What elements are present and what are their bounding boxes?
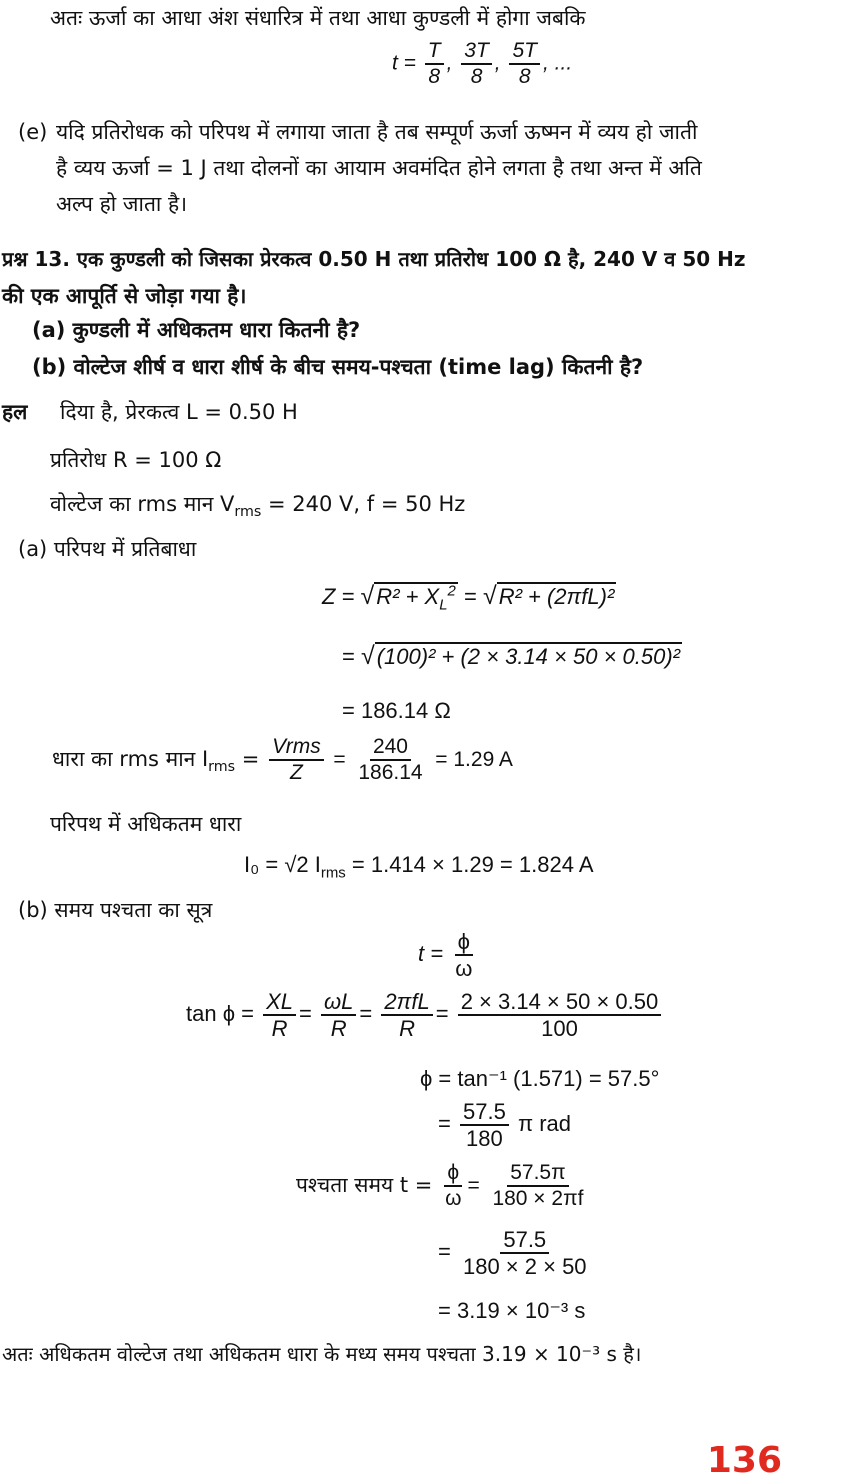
max-current-equation: I₀ = √2 $I_{rms} = 1.414 \times 1.29 = 1.824$ A [244,852,594,882]
question-line1: प्रश्न 13. एक कुण्डली को जिसका प्रेरकत्व 0.50 H तथा प्रतिरोध 100 Ω है, 240 V व 50 Hz [2,247,746,271]
fraction-3t8: $\frac{3T}{8}$ [461,40,492,88]
given-voltage: वोल्टेज का rms मान $V_{rms} = 240$ V, f = 50 Hz [50,492,466,521]
given-inductance: दिया है, प्रेरकत्व L = 0.50 H [60,400,298,424]
lag-time-equation: पश्चता समय t = $\frac{\phi}{\omega}$ = $\frac{57.5\pi}{180 \times 2\pi f}$ [296,1161,584,1211]
part-e-label: (e) [18,120,48,144]
question-part-a: (a) कुण्डली में अधिकतम धारा कितनी है? [32,318,361,342]
part-e-line3: अल्प हो जाता है। [56,192,188,216]
impedance-formula: $Z = √R^2 + X_L^2 = √R^2 + (2\pi fL)^2$ [322,582,615,614]
fraction-240-186: $\frac{240}{186.14}$ [358,735,423,785]
irms-equation: धारा का rms मान $I_{rms}$ = $\frac{\text{Vrms}}{Z}$ = $\frac{240}{186.14}$ = 1.29 A [52,735,513,785]
part-b-label: (b) समय पश्चता का सूत्र [18,898,213,922]
eq-lhs: t = [392,51,416,75]
part-a-impedance-label: (a) परिपथ में प्रतिबाधा [18,537,197,561]
text-line-energy: अतः ऊर्जा का आधा अंश संधारित्र में तथा आधा कुण्डली में होगा जबकि [50,6,586,30]
fraction-5t8: $\frac{5T}{8}$ [509,40,540,88]
sqrt-icon: √ [360,642,375,670]
lag-result: = 3.19 × 10⁻³ s [438,1298,586,1323]
sqrt-icon: √ [360,582,375,610]
lag-substitution: = $\frac{57.5}{180 \times 2 \times 50}$ [438,1227,587,1280]
part-e-line1: यदि प्रतिरोधक को परिपथ में लगाया जाता है तब सम्पूर्ण ऊर्जा ऊष्मन में व्यय हो जाती [56,120,698,144]
part-e-line2: है व्यय ऊर्जा = 1 J तथा दोलनों का आयाम अवमंदित होने लगता है तथा अन्त में अति [56,156,702,180]
conclusion: अतः अधिकतम वोल्टेज तथा अधिकतम धारा के मध्य समय पश्चता 3.19 × 10⁻³ s है। [2,1342,642,1366]
given-resistance: प्रतिरोध R = 100 Ω [50,448,222,472]
solution-label: हल [2,400,28,424]
time-lag-formula: t = $\frac{\phi}{\omega}$ [418,929,473,982]
equation-t-values: t = $\frac{T}{8}$ , $\frac{3T}{8}$ , $\frac{5T}{8}$ , ... [392,39,573,89]
max-current-label: परिपथ में अधिकतम धारा [50,812,242,836]
fraction-t8: $\frac{T}{8}$ [425,40,444,88]
tan-phi-equation: tan ϕ = $\frac{XL}{R}$ = $\frac{\omega L}{R}$ = $\frac{\text{2πfL}}{R}$ = $\frac{2 \times 3.14 \times 50 \times 0.50}{100}$ [186,990,664,1040]
impedance-result: = 186.14 Ω [342,698,451,723]
impedance-substitution: = √(100)² + (2 × 3.14 × 50 × 0.50)² [342,642,680,670]
fraction-vrms-z: $\frac{\text{Vrms}}{Z}$ [269,736,324,784]
sqrt-icon: √ [482,582,497,610]
phi-result: ϕ = tan⁻¹ (1.571) = 57.5° [420,1066,660,1091]
question-part-b: (b) वोल्टेज शीर्ष व धारा शीर्ष के बीच समय-पश्चता (time lag) कितनी है? [32,355,644,379]
phi-radians: = $\frac{57.5}{180}$ π rad [438,1099,572,1152]
question-line2: की एक आपूर्ति से जोड़ा गया है। [2,284,247,308]
page-number: 136 [706,1440,782,1481]
